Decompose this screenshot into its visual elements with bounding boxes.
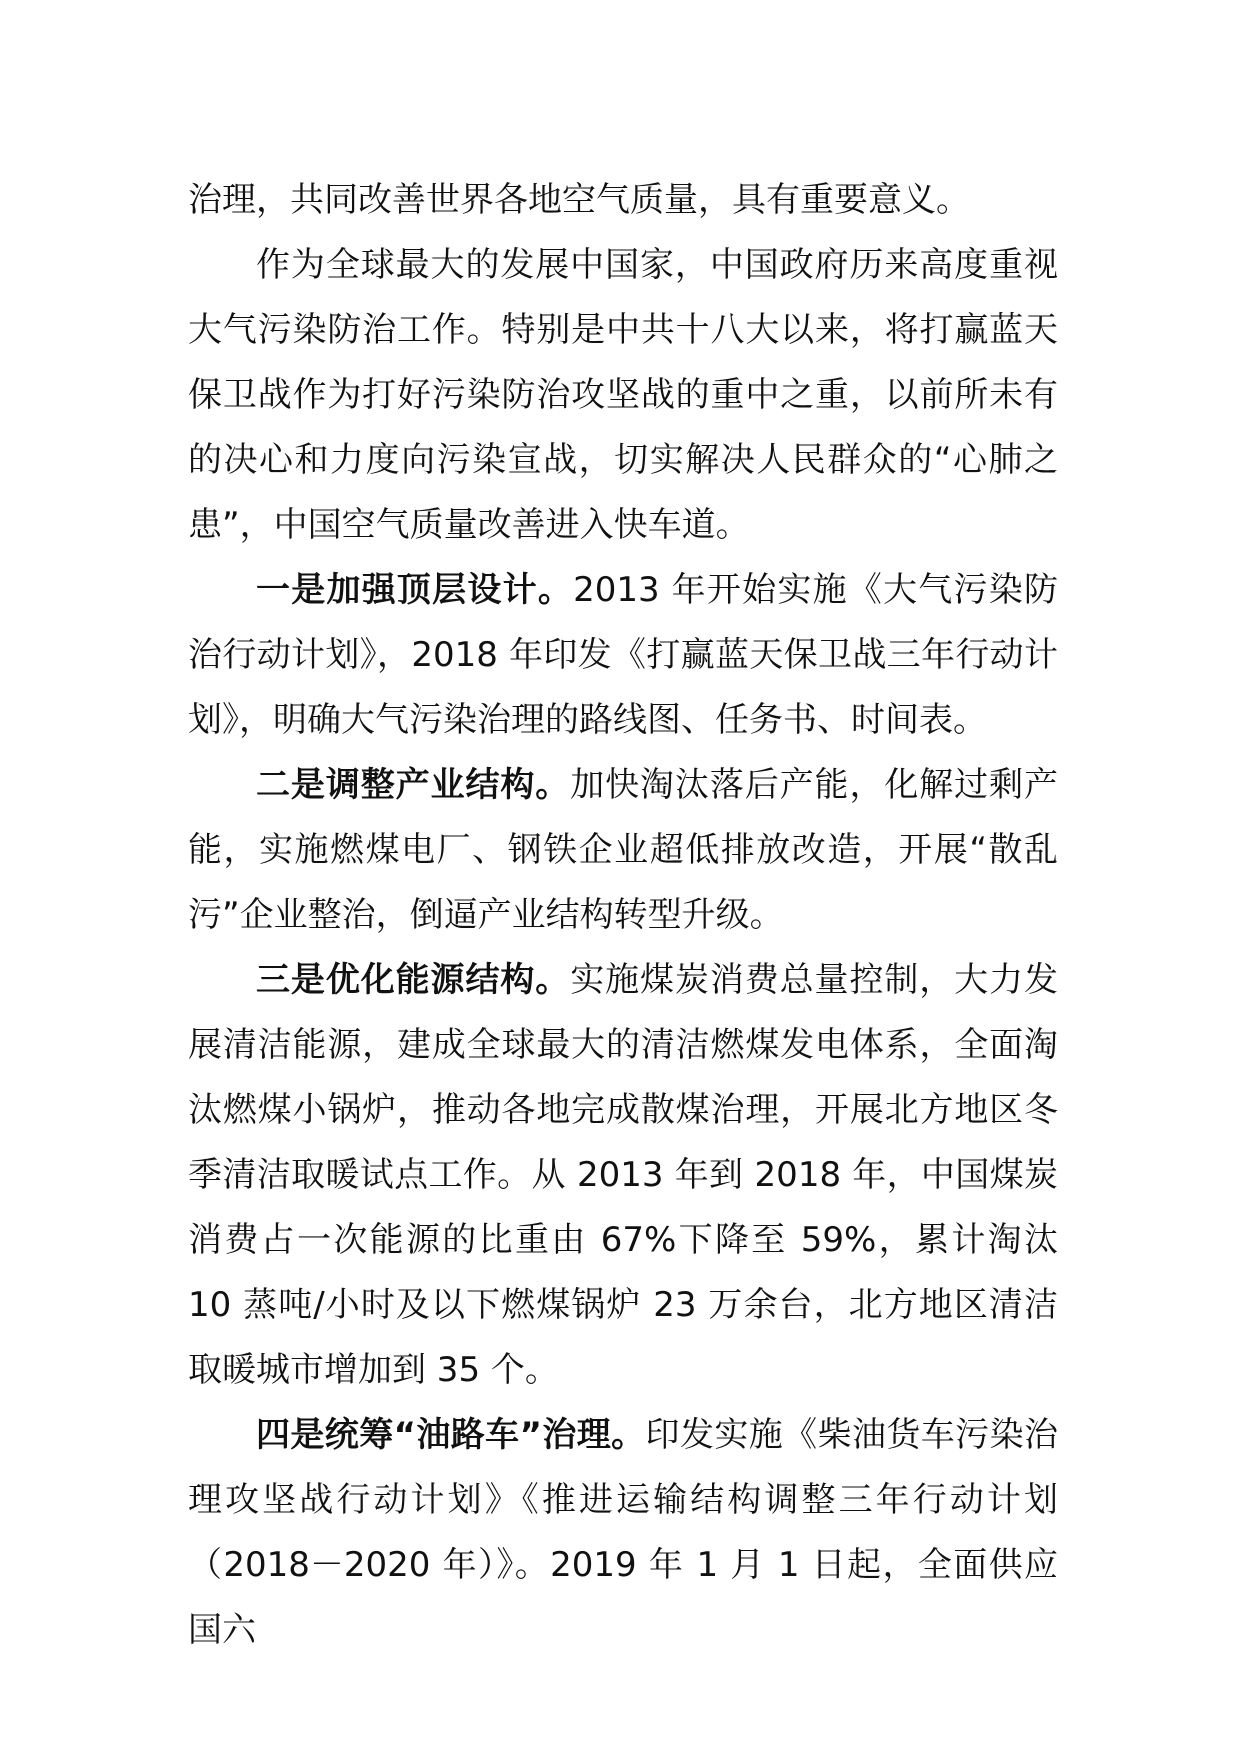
paragraph-lead: 二是调整产业结构。 xyxy=(256,765,571,805)
paragraph-intro xyxy=(188,233,1058,558)
paragraph-text: 作为全球最大的发展中国家，中国政府历来高度重视大气污染防治工作。特别是中共十八大以来，将打赢蓝天保卫战作为打好污染防治攻坚战的重中之重，以前所未有的决心和力度向污染宣战，切实解决人民群众的“心肺之患”，中国空气质量改善进入快车道。 xyxy=(188,245,1058,545)
paragraph-text: 治理，共同改善世界各地空气质量，具有重要意义。 xyxy=(188,180,970,220)
paragraph-point-1 xyxy=(188,558,1058,753)
paragraph-point-3 xyxy=(188,948,1058,1403)
paragraph-lead: 四是统筹“油路车”治理。 xyxy=(256,1415,646,1455)
paragraph-text: 印发实施《柴油货车污染治理攻坚战行动计划》《推进运输结构调整三年行动计划（2018－2020 年）》。2019 年 1 月 1 日起，全面供应国六 xyxy=(188,1415,1058,1650)
paragraph-point-4 xyxy=(188,1403,1058,1663)
paragraph-text: 加快淘汰落后产能，化解过剩产能，实施燃煤电厂、钢铁企业超低排放改造，开展“散乱污”企业整治，倒逼产业结构转型升级。 xyxy=(188,765,1059,935)
paragraph-text: 实施煤炭消费总量控制，大力发展清洁能源，建成全球最大的清洁燃煤发电体系，全面淘汰燃煤小锅炉，推动各地完成散煤治理，开展北方地区冬季清洁取暖试点工作。从 2013 年到 2018 年，中国煤炭消费占一次能源的比重由 67%下降至 59%，累计淘汰 10 蒸吨/小时及以下燃煤锅炉 23 万余台，北方地区清洁取暖城市增加到 35 个。 xyxy=(188,960,1059,1390)
paragraph-continuation xyxy=(188,168,1058,233)
document-page xyxy=(188,168,1058,1663)
paragraph-lead: 三是优化能源结构。 xyxy=(256,960,571,1000)
paragraph-text: 2013 年开始实施《大气污染防治行动计划》，2018 年印发《打赢蓝天保卫战三年行动计划》，明确大气污染治理的路线图、任务书、时间表。 xyxy=(188,570,1059,740)
paragraph-point-2 xyxy=(188,753,1058,948)
paragraph-lead: 一是加强顶层设计。 xyxy=(256,570,574,610)
